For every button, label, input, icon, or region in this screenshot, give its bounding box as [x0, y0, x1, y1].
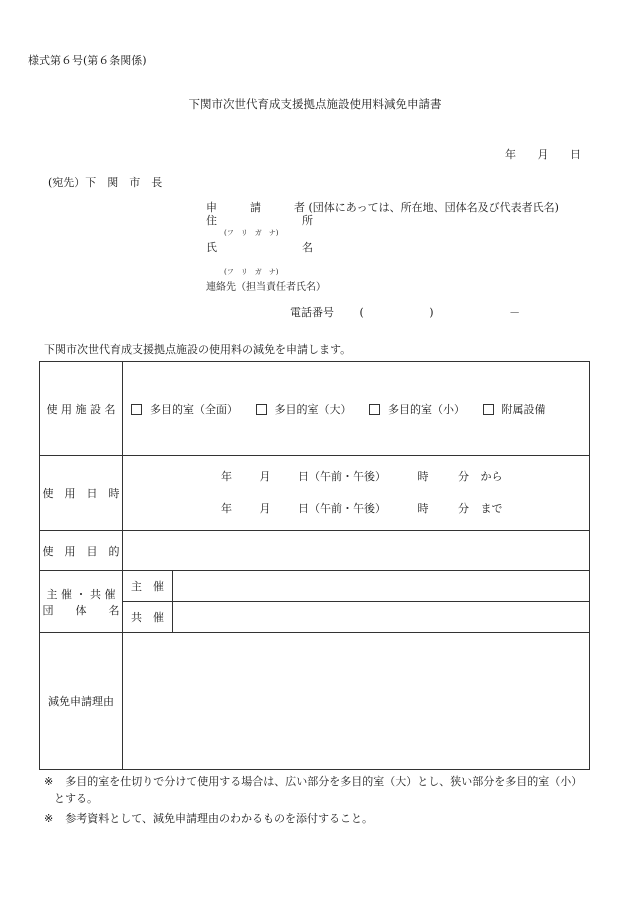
datetime-label: 使 用 日 時 [40, 456, 123, 531]
addressee: (宛先）下 関 市 長 [48, 176, 163, 189]
facility-label: 使 用 施 設 名 [40, 362, 123, 456]
applicant-row [206, 199, 559, 215]
name-label-first: 氏 [206, 241, 217, 254]
phone-dash: － [509, 306, 521, 319]
phone-open-paren: ( [359, 306, 364, 319]
facility-option-full[interactable]: 多目的室（全面） [131, 403, 238, 416]
furigana-contact: (フ リ ガ ナ) [224, 268, 279, 276]
datetime-row [40, 456, 590, 531]
datetime-field[interactable] [123, 456, 590, 531]
address-label-second: 所 [302, 214, 313, 227]
page-title: 下関市次世代育成支援拠点施設使用料減免申請書 [188, 97, 442, 111]
host-label: 主 催 [123, 571, 173, 602]
phone-close-paren: ) [429, 306, 434, 319]
applicant-block [206, 199, 596, 319]
phone-row [290, 304, 520, 320]
date-day: 日 [570, 148, 581, 161]
phone-label: 電話番号 [290, 306, 334, 319]
facility-option-large[interactable]: 多目的室（大） [256, 403, 352, 416]
facility-option-small[interactable]: 多目的室（小） [369, 403, 465, 416]
name-label-second: 名 [302, 241, 313, 254]
note-1: ※ 多目的室を仕切りで分けて使用する場合は、広い部分を多目的室（大）とし、狭い部分を多目的室（小） [44, 775, 583, 788]
form-id: 様式第６号(第６条関係) [28, 54, 147, 67]
application-table [39, 361, 590, 770]
note-2: ※ 参考資料として、減免申請理由のわかるものを添付すること。 [44, 812, 373, 825]
purpose-row [40, 531, 590, 571]
reason-row [40, 633, 590, 770]
purpose-field[interactable] [123, 531, 590, 571]
facility-option-equipment[interactable]: 附属設備 [483, 403, 546, 416]
contact-label: 連絡先（担当責任者氏名） [206, 282, 326, 293]
checkbox-icon[interactable] [131, 404, 142, 415]
date-year: 年 [505, 148, 516, 161]
applicant-note: (団体にあっては、所在地、団体名及び代表者氏名) [308, 201, 559, 214]
organizer-label: 主 催 ・ 共 催 団 体 名 [40, 571, 123, 633]
application-statement: 下関市次世代育成支援拠点施設の使用料の減免を申請します。 [44, 343, 352, 356]
facility-options [123, 362, 590, 456]
reason-field[interactable] [123, 633, 590, 770]
reason-label: 減免申請理由 [40, 633, 123, 770]
checkbox-icon[interactable] [256, 404, 267, 415]
checkbox-icon[interactable] [369, 404, 380, 415]
address-label-first: 住 [206, 214, 217, 227]
cohost-label: 共 催 [123, 602, 173, 633]
host-field[interactable] [173, 571, 590, 602]
note-1-continued: とする。 [54, 792, 98, 805]
application-date [499, 146, 581, 162]
date-month: 月 [537, 148, 549, 161]
datetime-end: 年 月 日（午前・午後） 時 分 まで [221, 502, 503, 515]
facility-row [40, 362, 590, 456]
cohost-field[interactable] [173, 602, 590, 633]
applicant-label: 申 請 者 [206, 201, 305, 214]
checkbox-icon[interactable] [483, 404, 494, 415]
cohost-row [40, 602, 590, 633]
datetime-start: 年 月 日（午前・午後） 時 分 から [221, 470, 503, 483]
host-row [40, 571, 590, 602]
furigana-name: (フ リ ガ ナ) [224, 229, 279, 237]
purpose-label: 使 用 目 的 [40, 531, 123, 571]
